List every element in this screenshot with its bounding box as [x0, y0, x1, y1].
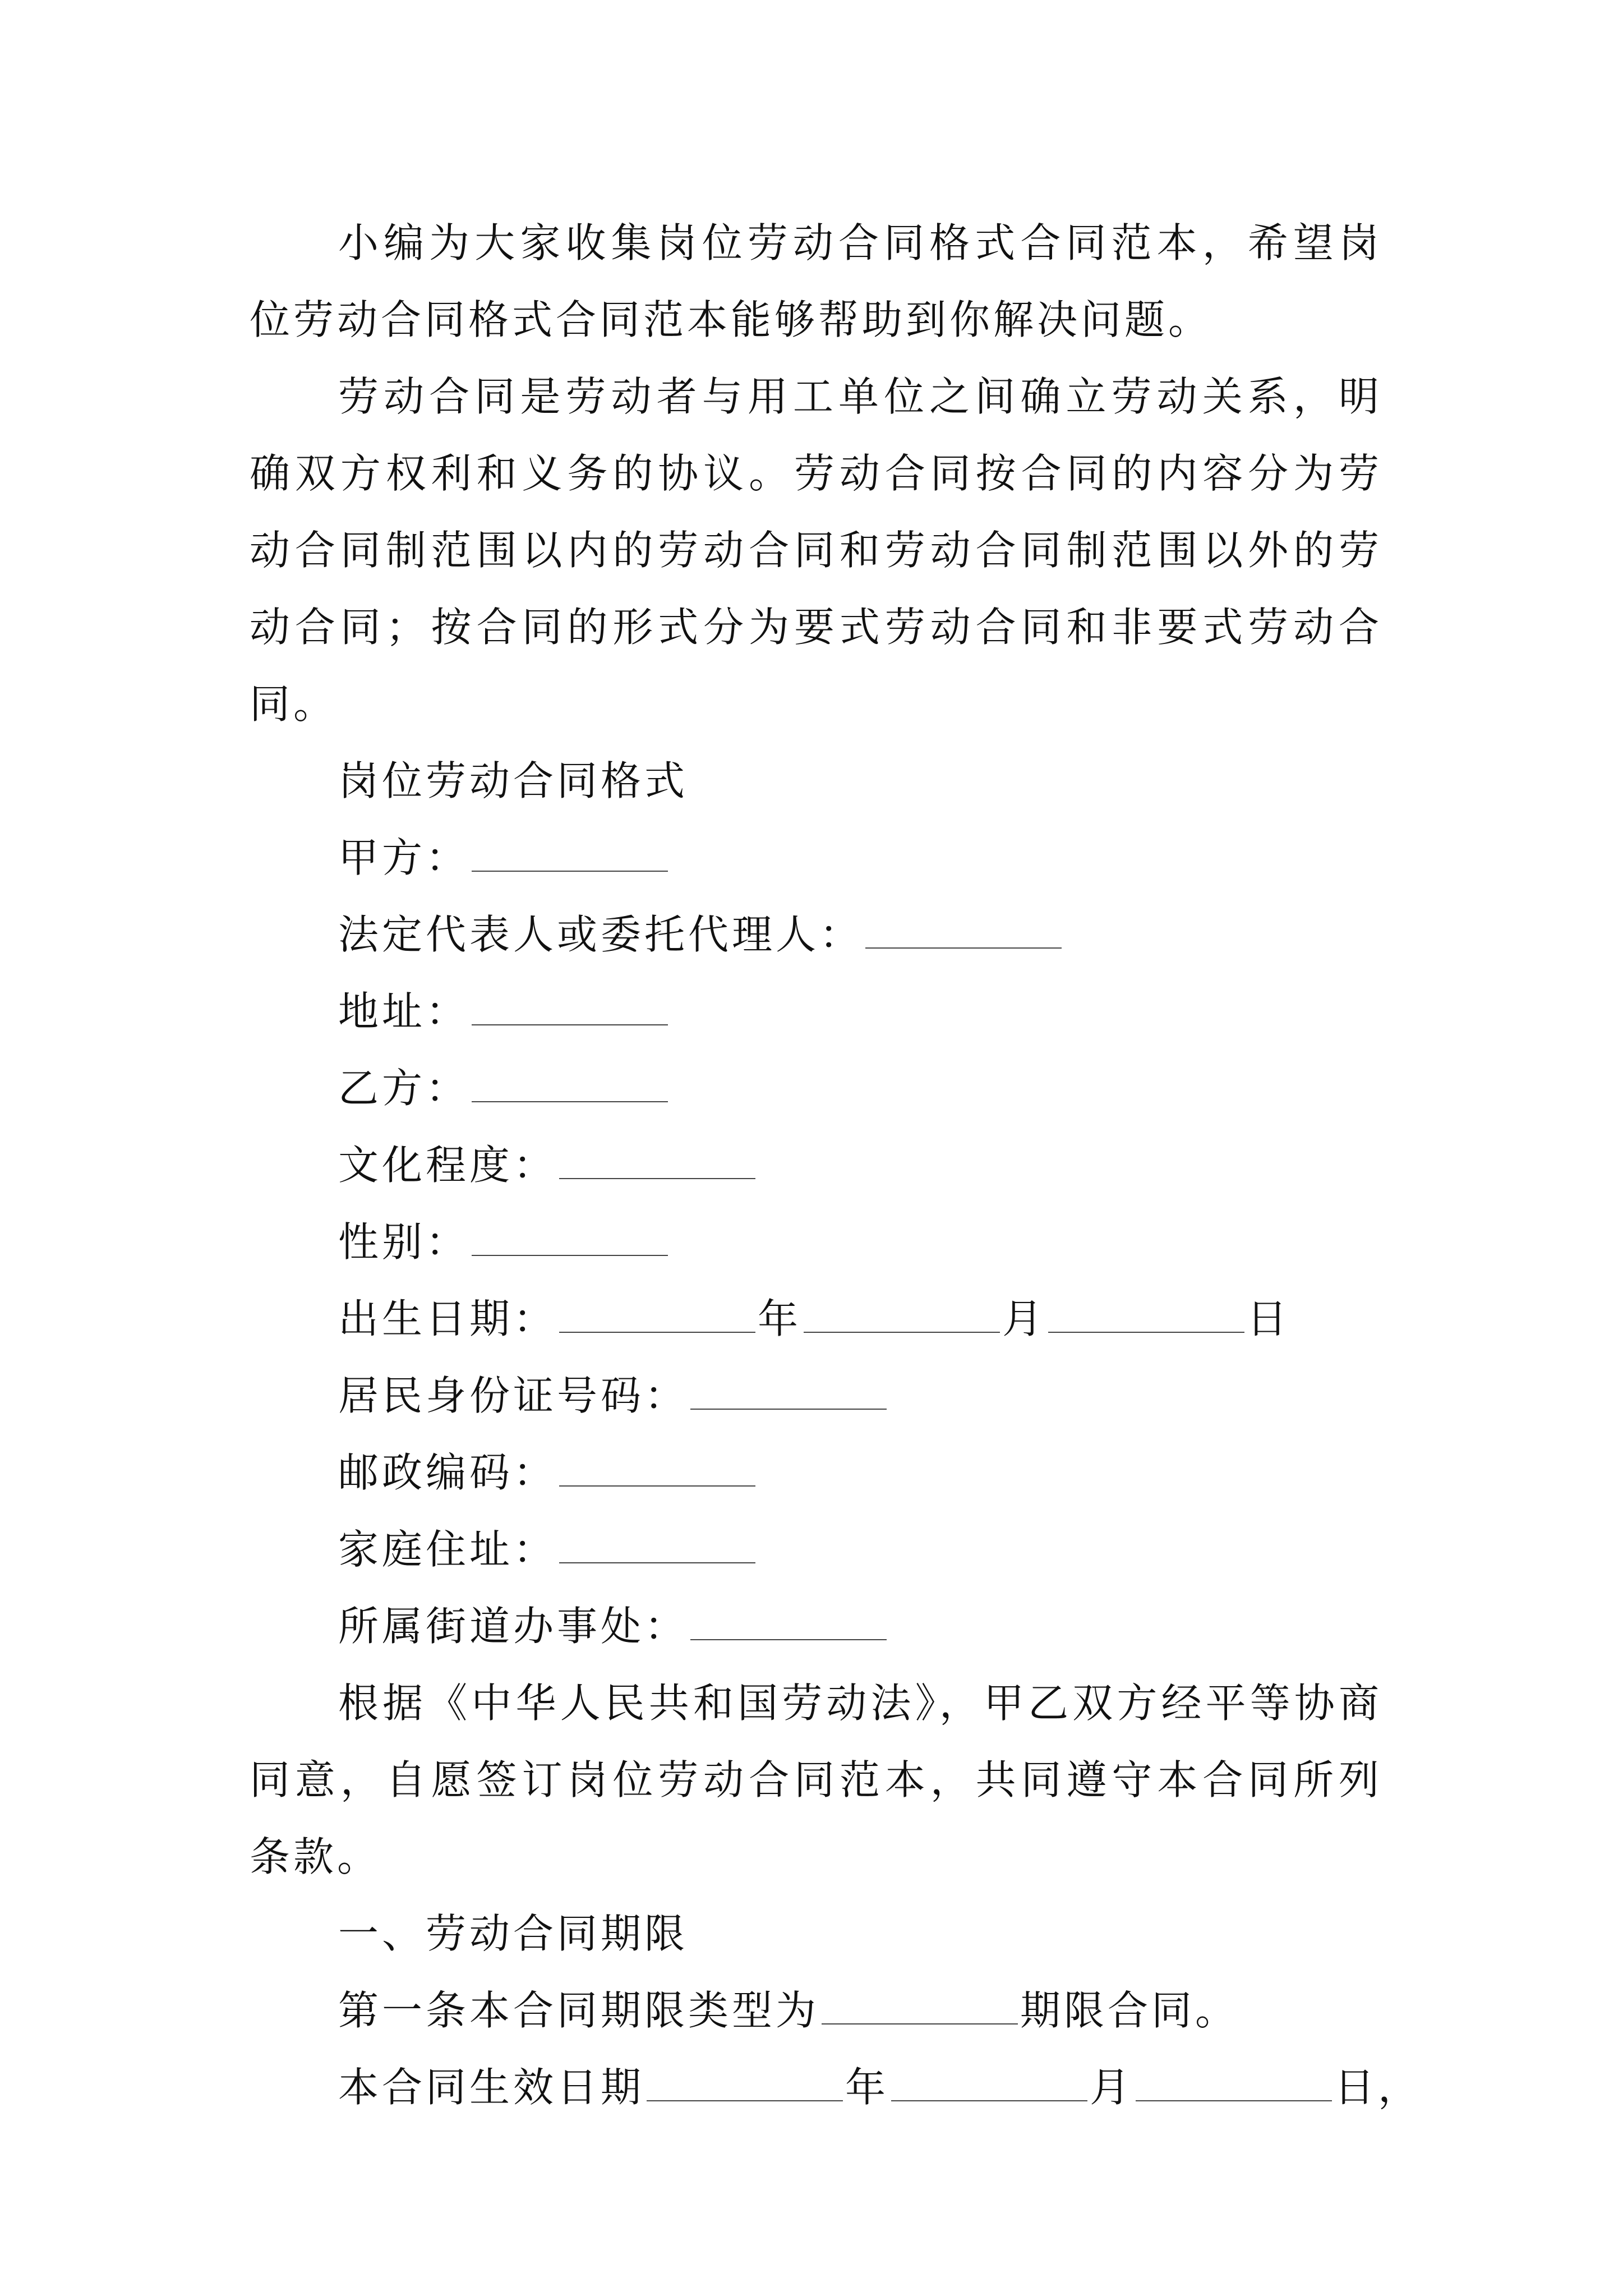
party-b-blank: [472, 1069, 668, 1102]
birth-month-unit: 月: [1002, 1295, 1046, 1342]
birth-year-blank: [559, 1299, 755, 1333]
document-body: [250, 205, 1422, 2126]
party-b-line: [250, 1050, 1382, 1127]
effective-month-unit: 月: [1090, 2064, 1134, 2111]
postal-code-label: 邮政编码：: [338, 1449, 557, 1496]
postal-code-blank: [559, 1453, 755, 1487]
definition-paragraph: 劳动合同是劳动者与用工单位之间确立劳动关系，明确双方权利和义务的协议。劳动合同按合同的内容分为劳动合同制范围以内的劳动合同和劳动合同制范围以外的劳动合同；按合同的形式分为要式劳动合同和非要式劳动合同。: [250, 373, 1382, 728]
intro-paragraph: 小编为大家收集岗位劳动合同格式合同范本，希望岗位劳动合同格式合同范本能够帮助到你解决问题。: [250, 219, 1382, 343]
home-address-line: [250, 1511, 1382, 1588]
article-1-line: [250, 1972, 1382, 2049]
subdistrict-line: [250, 1588, 1382, 1665]
gender-blank: [472, 1222, 668, 1256]
effective-day-blank: [1136, 2068, 1332, 2101]
birth-day-blank: [1048, 1299, 1244, 1333]
legal-basis-paragraph: 根据《中华人民共和国劳动法》，甲乙双方经平等协商同意，自愿签订岗位劳动合同范本，共同遵守本合同所列条款。: [250, 1680, 1382, 1880]
education-line: [250, 1127, 1382, 1204]
effective-date-line: [250, 2049, 1422, 2126]
id-number-label: 居民身份证号码：: [338, 1372, 689, 1419]
education-blank: [559, 1145, 755, 1179]
postal-code-line: [250, 1434, 1382, 1511]
id-number-line: [250, 1358, 1382, 1434]
effective-year-unit: 年: [845, 2064, 889, 2111]
birth-year-unit: 年: [758, 1295, 802, 1342]
address-blank: [472, 992, 668, 1025]
gender-line: [250, 1204, 1382, 1281]
effective-date-prefix: 本合同生效日期: [338, 2064, 645, 2111]
legal-rep-line: [250, 896, 1382, 973]
party-a-label: 甲方：: [338, 834, 470, 881]
party-a-blank: [472, 838, 668, 872]
id-number-blank: [690, 1376, 887, 1410]
party-b-label: 乙方：: [338, 1065, 470, 1112]
legal-rep-label: 法定代表人或委托代理人：: [338, 911, 864, 958]
birth-day-unit: 日: [1247, 1295, 1291, 1342]
subdistrict-blank: [690, 1607, 887, 1640]
contract-type-blank: [822, 1991, 1018, 2024]
education-label: 文化程度：: [338, 1142, 557, 1189]
form-title: 岗位劳动合同格式: [338, 757, 689, 804]
article-1-prefix: 第一条本合同期限类型为: [338, 1987, 820, 2034]
effective-year-blank: [647, 2068, 843, 2101]
gender-label: 性别：: [338, 1218, 470, 1266]
effective-day-unit: 日，: [1334, 2064, 1422, 2111]
party-a-line: [250, 820, 1382, 896]
section-heading: 一、劳动合同期限: [338, 1910, 689, 1957]
article-1-suffix: 期限合同。: [1020, 1987, 1239, 2034]
birth-month-blank: [804, 1299, 1000, 1333]
address-label: 地址：: [338, 988, 470, 1035]
effective-month-blank: [891, 2068, 1087, 2101]
home-address-label: 家庭住址：: [338, 1526, 557, 1573]
birth-date-label: 出生日期：: [338, 1295, 557, 1342]
address-line: [250, 973, 1382, 1050]
legal-rep-blank: [865, 915, 1062, 949]
home-address-blank: [559, 1530, 755, 1563]
birth-date-line: [250, 1281, 1382, 1358]
subdistrict-label: 所属街道办事处：: [338, 1603, 689, 1650]
